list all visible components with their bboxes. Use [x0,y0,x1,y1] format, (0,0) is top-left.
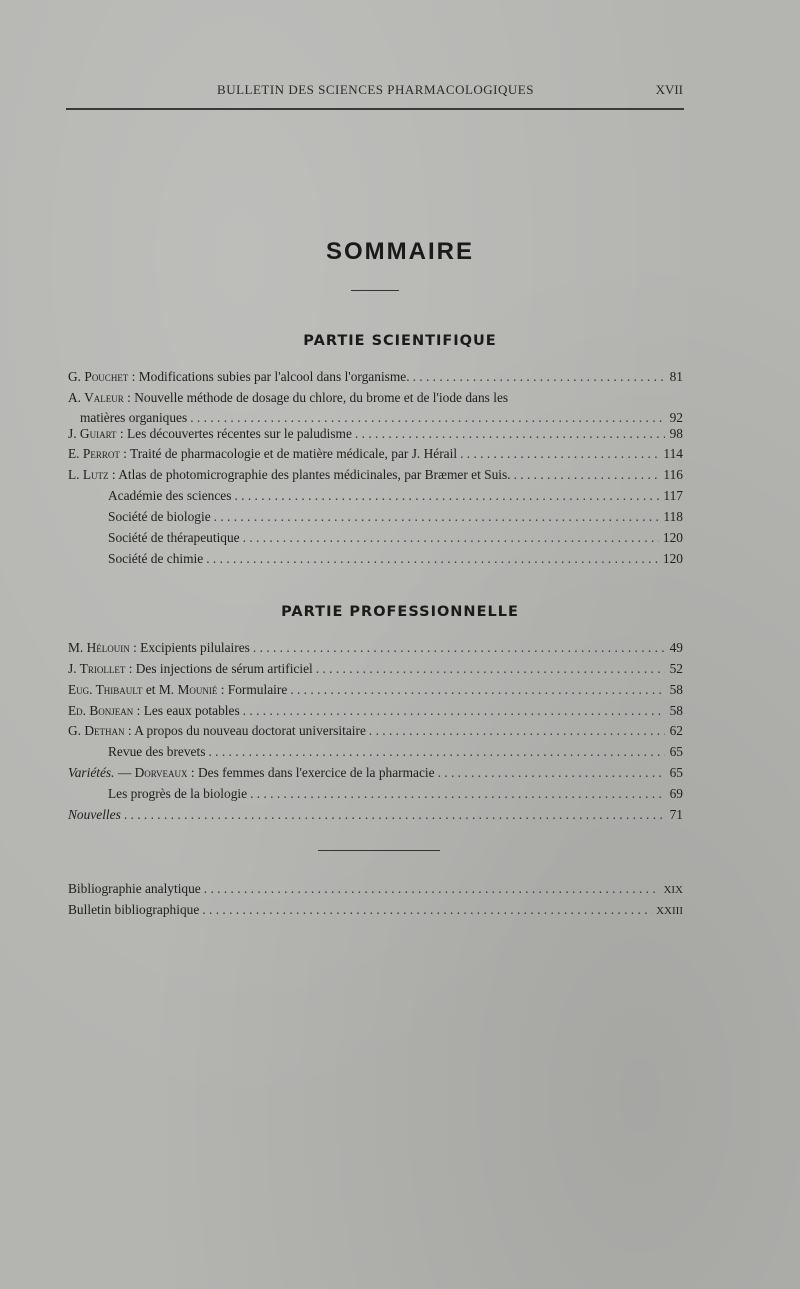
entry-author: J. Triollet [68,661,126,676]
entry-section-label: Variétés. [68,765,115,780]
entry-page: XIX [663,884,683,896]
entry-title: Académie des sciences [108,488,232,503]
toc-entry[interactable] [68,549,683,569]
entry-page: 114 [663,446,683,461]
entry-title: Bibliographie analytique [68,881,201,896]
entry-title: Société de thérapeutique [108,530,240,545]
entry-author-2: Mounié [177,682,218,697]
toc-entry[interactable] [68,742,683,762]
toc-entry[interactable] [68,763,683,783]
entry-page: 120 [662,530,683,545]
entry-page: 98 [669,426,683,441]
entry-section-label: Nouvelles [68,807,121,822]
entry-page: 58 [669,682,683,697]
dot-leader [460,444,659,464]
dot-leader [204,879,660,899]
entry-title: Revue des brevets [108,744,206,759]
section-heading-scientifique: PARTIE SCIENTIFIQUE [303,333,497,349]
dot-leader [438,763,665,783]
toc-entry[interactable] [68,486,683,506]
entry-author: Eug. Thibault [68,682,143,697]
running-header [68,80,683,100]
entry-title: Société de chimie [108,551,204,566]
entry-author: Dorveaux [134,765,188,780]
entry-title: : Les découvertes récentes sur le paludisme [116,426,352,441]
entry-title: : Nouvelle méthode de dosage du chlore, du brome et de l'iode dans les [123,390,509,405]
dot-leader [514,465,660,485]
entry-page: 81 [669,369,683,384]
toc-entry[interactable] [68,721,683,741]
entry-author: E. Perrot [68,446,120,461]
entry-title: Société de biologie [108,509,211,524]
entry-title: : Traité de pharmacologie et de matière médicale, par J. Hérail [119,446,458,461]
entry-page: 49 [669,640,683,655]
toc-entry[interactable] [68,879,683,900]
entry-page: 69 [669,786,683,801]
title-rule [351,290,399,291]
entry-title: Bulletin bibliographique [68,902,200,917]
dot-leader [316,659,665,679]
toc-entry[interactable] [68,638,683,658]
toc-entry[interactable] [68,528,683,548]
entry-title: : Des femmes dans l'exercice de la pharmacie [187,765,435,780]
toc-entry[interactable] [68,784,683,804]
entry-author: J. Guiart [68,426,117,441]
toc-entry[interactable] [68,465,683,485]
entry-title: : Atlas de photomicrographie des plantes médicinales, par Bræmer et Suis. [108,467,511,482]
entry-title: : Les eaux potables [133,703,240,718]
toc-entry[interactable] [68,388,683,428]
dot-leader [208,742,665,762]
section-rule [318,850,440,851]
entry-page: 117 [663,488,683,503]
entry-title: : A propos du nouveau doctorat universitaire [124,723,366,738]
entry-connector: et M. [142,682,178,697]
entry-author: L. Lutz [68,467,109,482]
entry-author: A. Valeur [68,390,124,405]
entry-page: 71 [669,807,683,822]
entry-title: Les progrès de la biologie [108,786,248,801]
entry-page: XXIII [656,905,683,917]
entry-page: 65 [669,765,683,780]
page-title: SOMMAIRE [326,238,474,265]
dot-leader [206,549,659,569]
toc-entry[interactable] [68,424,683,444]
dot-leader [355,424,665,444]
entry-title-continued: matières organiques [80,410,188,425]
toc-entry[interactable] [68,701,683,721]
entry-author: G. Pouchet [68,369,129,384]
dot-leader [243,528,659,548]
dot-leader [124,805,665,825]
dot-leader [290,680,665,700]
entry-author: M. Hélouin [68,640,130,655]
entry-title: : Excipients pilulaires [129,640,250,655]
dot-leader [250,784,665,804]
entry-title: : Modifications subies par l'alcool dans l'organisme. [128,369,410,384]
entry-page: 116 [663,467,683,482]
toc-entry[interactable] [68,367,683,387]
toc-entry[interactable] [68,680,683,700]
entry-page: 62 [669,723,683,738]
entry-title: : Formulaire [217,682,288,697]
entry-page: 92 [669,410,683,425]
toc-entry[interactable] [68,659,683,679]
dot-leader [243,701,665,721]
entry-page: 58 [669,703,683,718]
entry-page: 120 [662,551,683,566]
toc-entry[interactable] [68,444,683,464]
toc-entry[interactable] [68,900,683,921]
entry-dash: — [114,765,135,780]
dot-leader [234,486,659,506]
entry-page: 65 [669,744,683,759]
header-rule [66,108,684,110]
entry-author: Ed. Bonjean [68,703,134,718]
entry-title: : Des injections de sérum artificiel [125,661,313,676]
dot-leader [413,367,665,387]
entry-page: 118 [663,509,683,524]
section-heading-professionnelle: PARTIE PROFESSIONNELLE [281,604,519,620]
dot-leader [253,638,665,658]
toc-entry[interactable] [68,805,683,825]
entry-page: 52 [669,661,683,676]
dot-leader [214,507,660,527]
entry-author: G. Dethan [68,723,125,738]
dot-leader [202,900,652,920]
dot-leader [369,721,665,741]
journal-title: BULLETIN DES SCIENCES PHARMACOLOGIQUES [217,82,534,97]
toc-entry[interactable] [68,507,683,527]
page-number: XVII [655,82,683,97]
